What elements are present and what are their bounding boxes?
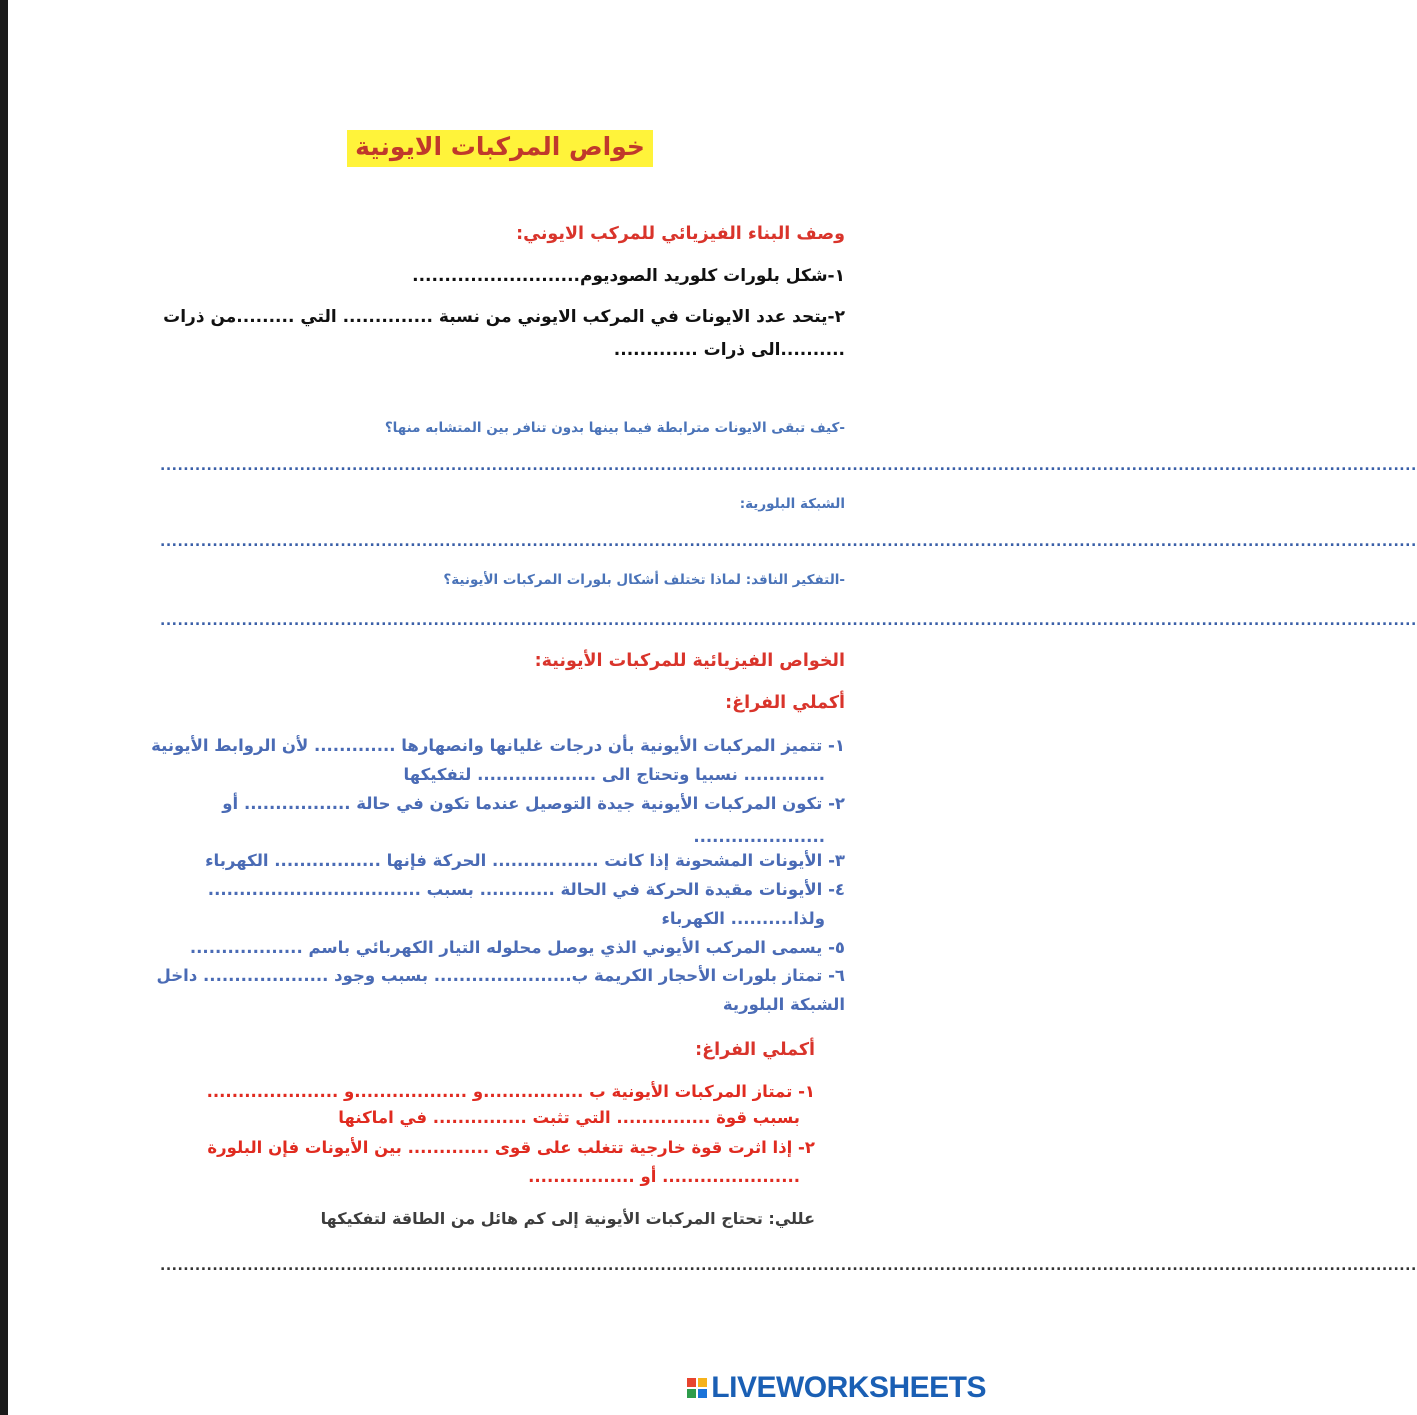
liveworksheets-brand[interactable] [687,1371,986,1405]
brand-text: LIVEWORKSHEETS [711,1371,986,1404]
logo-square-2 [698,1378,707,1387]
section2-heading: الخواص الفيزيائية للمركبات الأيونية: [534,651,845,671]
question-critical-thinking: -التفكير الناقد: لماذا تختلف أشكال بلورات المركبات الأيونية؟ [443,572,845,588]
section1-heading: وصف البناء الفيزيائي للمركب الايوني: [516,224,845,244]
section3-item-1a: ١- تمتاز المركبات الأيونية ب ................و ..................و ..................... [206,1082,815,1101]
section2-item-6b: الشبكة البلورية [722,995,845,1014]
final-question: عللي: تحتاج المركبات الأيونية إلى كم هائل من الطاقة لتفكيكها [320,1209,815,1228]
section2-item-2a: ٢- تكون المركبات الأيونية جيدة التوصيل عندما تكون في حالة ................. أو [222,794,845,813]
section2-item-1a: ١- تتميز المركبات الأيونية بأن درجات غليانها وانصهارها ............. لأن الروابط الأيونية [151,736,845,755]
answer-line-2[interactable]: ........................................................................................................................................................................................................................ [160,534,1417,550]
section1-item2-line1: ٢-يتحد عدد الايونات في المركب الايوني من نسبة .............. التي .........من ذرات [163,307,845,327]
question-ion-bonding: -كيف تبقى الايونات مترابطة فيما بينها بدون تنافر بين المتشابه منها؟ [384,420,845,436]
section1-item2-line2: ..........الى ذرات ............. [613,340,845,360]
logo-square-3 [687,1389,696,1398]
section3-heading: أكملي الفراغ: [695,1040,815,1060]
page-title: خواص المركبات الايونية [347,130,653,167]
liveworksheets-logo-icon [687,1378,707,1398]
section3-item-1b: بسبب قوة ............... التي تثبت ............... في اماكنها [338,1108,800,1127]
section3-item-2a: ٢- إذا اثرت قوة خارجية تتغلب على قوى ............. بين الأيونات فإن البلورة [207,1138,815,1157]
section2-item-6a: ٦- تمتاز بلورات الأحجار الكريمة ب...................... بسبب وجود .................... داخل [156,966,845,985]
section1-item1: ١-شكل بلورات كلوريد الصوديوم.......................... [412,266,845,286]
section2-item-3: ٣- الأيونات المشحونة إذا كانت ................. الحركة فإنها ................. الكهرباء [205,851,845,870]
section2-subheading: أكملي الفراغ: [725,693,845,713]
page-left-border [0,0,8,1415]
answer-line-1[interactable]: ........................................................................................................................................................................................................................ [160,458,1417,474]
logo-square-1 [687,1378,696,1387]
section2-item-1b: ............. نسبيا وتحتاج الى ................... لتفكيكها [403,765,825,784]
section3-item-2b: ...................... أو ................. [528,1167,800,1186]
answer-line-3[interactable]: ........................................................................................................................................................................................................................ [160,613,1417,629]
section2-item-4b: ولذا.......... الكهرباء [661,909,825,928]
answer-line-final[interactable]: ........................................................................................................................................................................................................................ [160,1258,1417,1274]
section2-item-2b: ..................... [693,827,825,846]
section2-item-5: ٥- يسمى المركب الأيوني الذي يوصل محلوله التيار الكهربائي باسم .................. [189,938,845,957]
logo-square-4 [698,1389,707,1398]
title-wrap [0,130,1000,167]
section2-item-4a: ٤- الأيونات مقيدة الحركة في الحالة ............ بسبب .................................. [207,880,845,899]
question-crystal-lattice: الشبكة البلورية: [739,496,845,512]
